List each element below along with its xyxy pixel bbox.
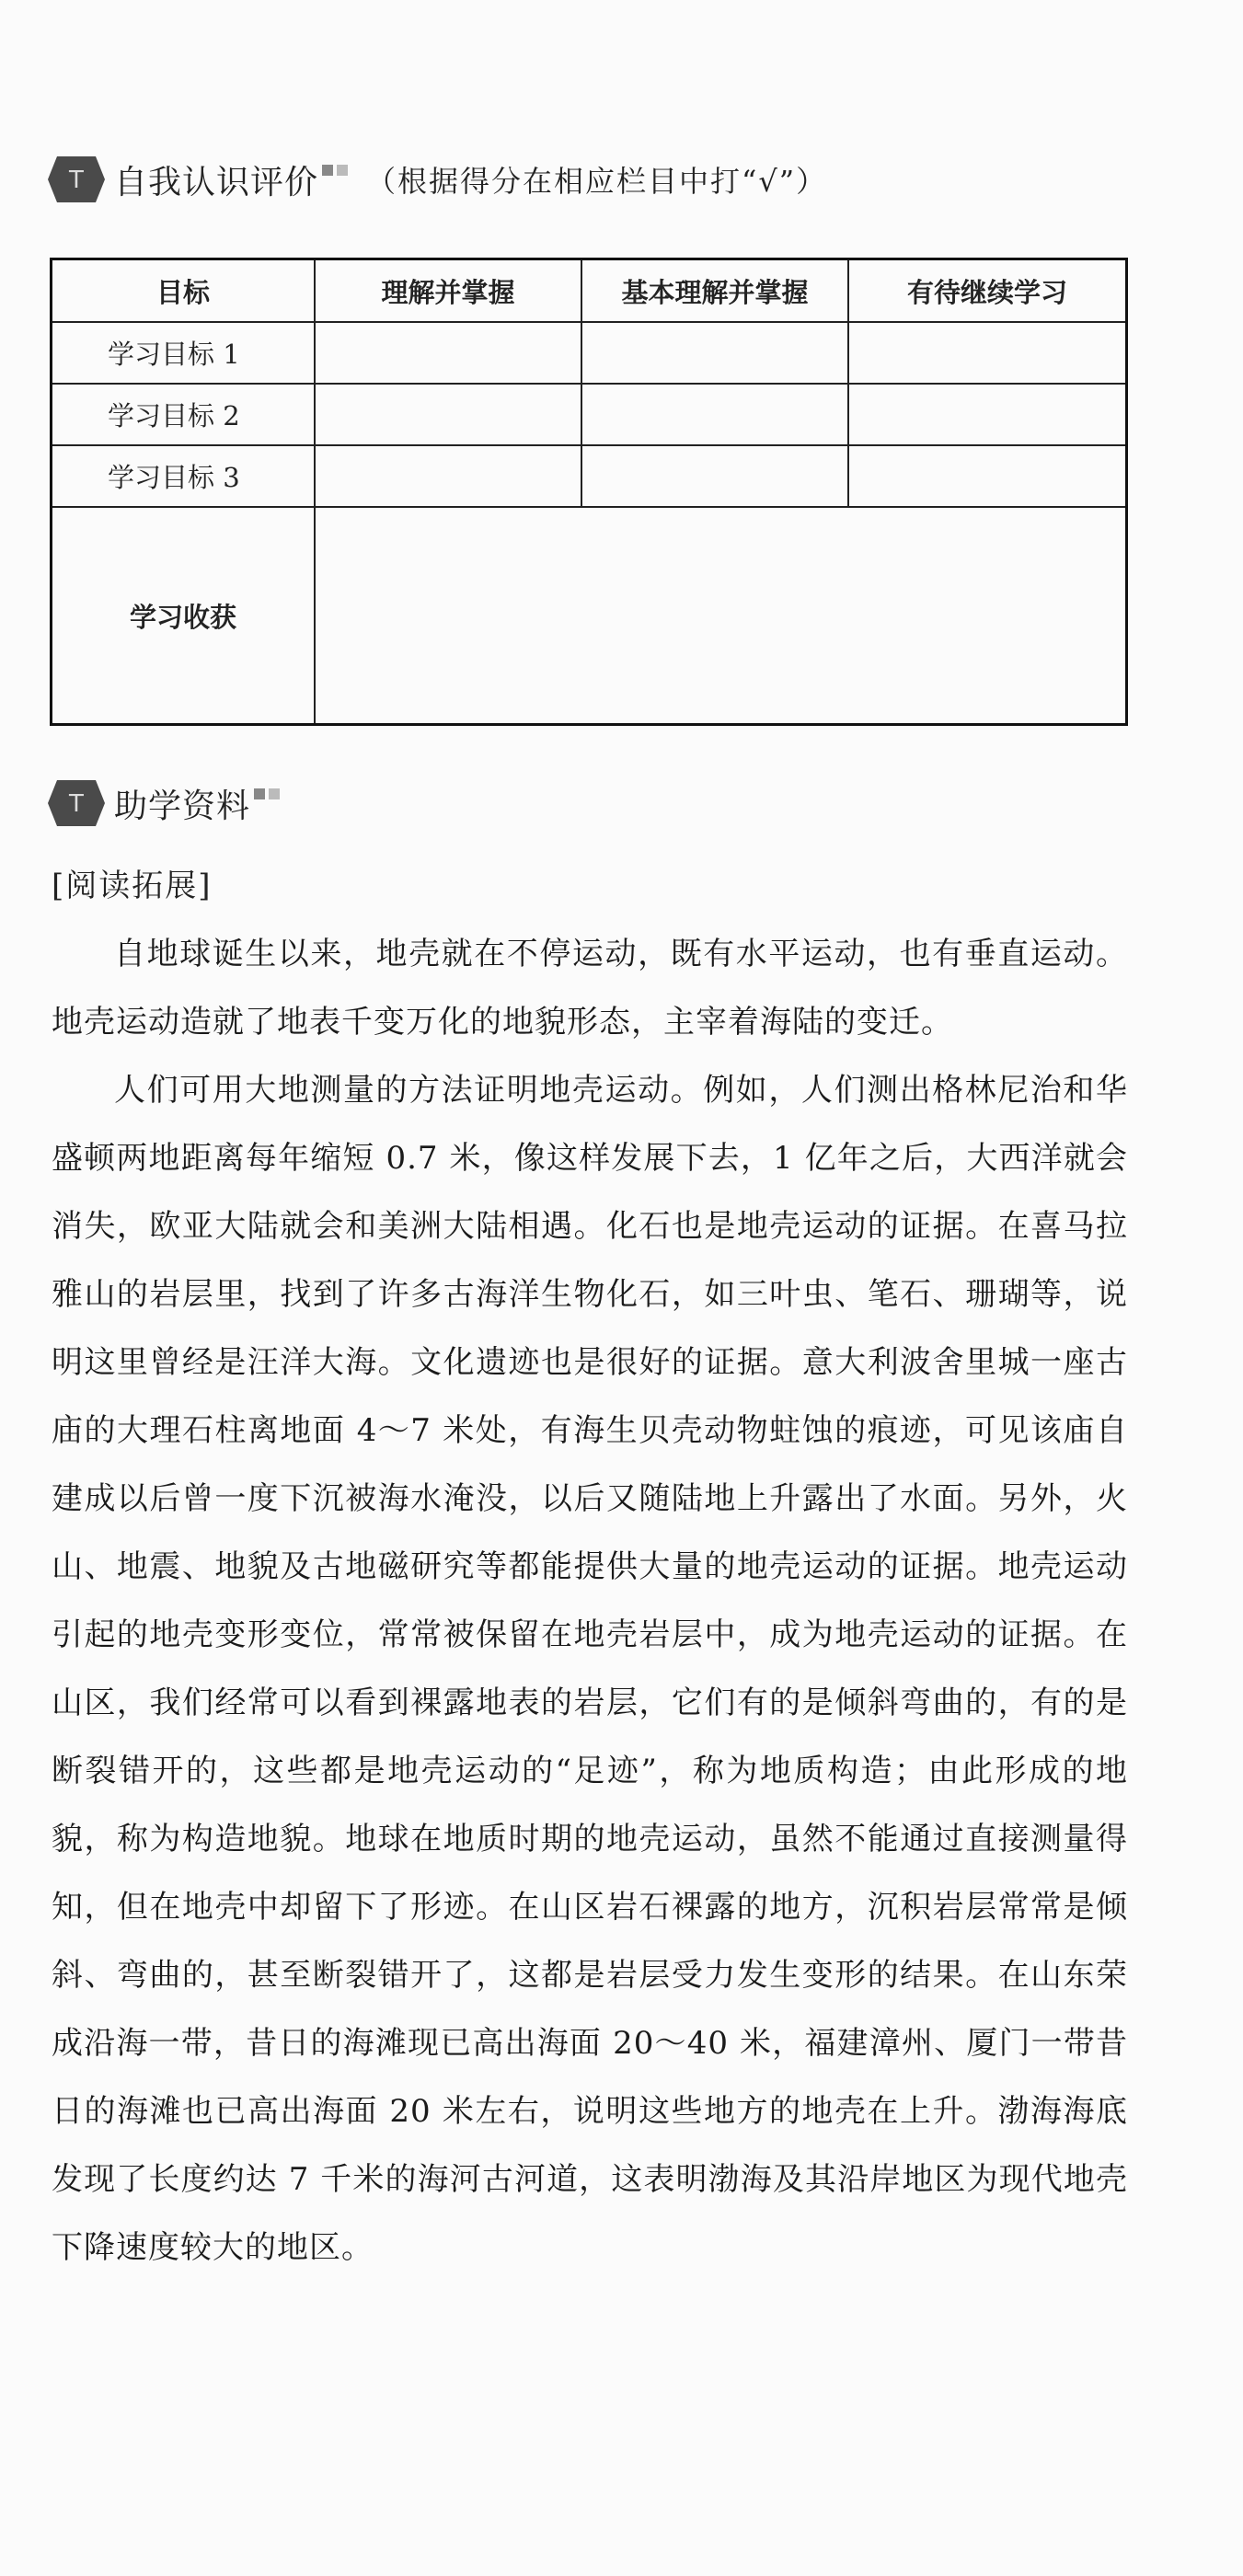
table-row	[52, 445, 1127, 507]
table-header-cell: 目标	[52, 259, 316, 323]
self-eval-note: （根据得分在相应栏目中打“√”）	[366, 164, 828, 199]
check-cell[interactable]	[581, 322, 848, 384]
paragraph: 自地球诞生以来，地壳就在不停运动，既有水平运动，也有垂直运动。地壳运动造就了地表千变万化的地貌形态，主宰着海陆的变迁。	[52, 936, 1128, 1041]
check-cell[interactable]	[848, 445, 1127, 507]
table-header-cell: 理解并掌握	[315, 259, 581, 323]
table-header-row	[52, 259, 1127, 323]
harvest-label: 学习收获	[52, 507, 316, 725]
deco-square-icon	[337, 165, 348, 176]
check-cell[interactable]	[581, 384, 848, 445]
deco-square-icon	[269, 788, 280, 799]
reading-extension-label: [阅读拓展]	[52, 868, 213, 904]
deco-square-icon	[322, 165, 333, 176]
svg-text:T: T	[69, 167, 84, 194]
deco-square-icon	[254, 788, 265, 799]
check-cell[interactable]	[315, 322, 581, 384]
check-cell[interactable]	[315, 445, 581, 507]
section-badge-icon	[48, 780, 105, 826]
section-badge-icon	[48, 156, 105, 202]
table-row	[52, 384, 1127, 445]
check-cell[interactable]	[848, 384, 1127, 445]
self-eval-header	[48, 147, 827, 212]
row-label: 学习目标 1	[52, 322, 316, 384]
reading-body	[52, 920, 1128, 2282]
harvest-cell[interactable]	[315, 507, 1127, 725]
row-label: 学习目标 2	[52, 384, 316, 445]
row-label: 学习目标 3	[52, 445, 316, 507]
check-cell[interactable]	[315, 384, 581, 445]
paragraph: 人们可用大地测量的方法证明地壳运动。例如，人们测出格林尼治和华盛顿两地距离每年缩短 0.7 米，像这样发展下去，1 亿年之后，大西洋就会消失，欧亚大陆就会和美洲大陆相遇。化石也是地壳运动的证据。在喜马拉雅山的岩层里，找到了许多古海洋生物化石，如三叶虫、笔石、珊瑚等，说明这里曾经是汪洋大海。文化遗迹也是很好的证据。意大利波舍里城一座古庙的大理石柱离地面 4～7 米处，有海生贝壳动物蛀蚀的痕迹，可见该庙自建成以后曾一度下沉被海水淹没，以后又随陆地上升露出了水面。另外，火山、地震、地貌及古地磁研究等都能提供大量的地壳运动的证据。地壳运动引起的地壳变形变位，常常被保留在地壳岩层中，成为地壳运动的证据。在山区，我们经常可以看到裸露地表的岩层，它们有的是倾斜弯曲的，有的是断裂错开的，这些都是地壳运动的“足迹”，称为地质构造；由此形成的地貌，称为构造地貌。地球在地质时期的地壳运动，虽然不能通过直接测量得知，但在地壳中却留下了形迹。在山区岩石裸露的地方，沉积岩层常常是倾斜、弯曲的，甚至断裂错开了，这都是岩层受力发生变形的结果。在山东荣成沿海一带，昔日的海滩现已高出海面 20～40 米，福建漳州、厦门一带昔日的海滩也已高出海面 20 米左右，说明这些地方的地壳在上升。渤海海底发现了长度约达 7 千米的海河古河道，这表明渤海及其沿岸地区为现代地壳下降速度较大的地区。	[52, 1072, 1128, 2266]
aid-header	[48, 771, 280, 835]
table-row	[52, 507, 1127, 725]
self-eval-table	[50, 258, 1128, 726]
check-cell[interactable]	[848, 322, 1127, 384]
table-header-cell: 基本理解并掌握	[581, 259, 848, 323]
aid-title: 助学资料	[114, 787, 251, 825]
self-eval-title: 自我认识评价	[114, 163, 319, 201]
table-row	[52, 322, 1127, 384]
table-header-cell: 有待继续学习	[848, 259, 1127, 323]
check-cell[interactable]	[581, 445, 848, 507]
svg-text:T: T	[69, 790, 84, 818]
